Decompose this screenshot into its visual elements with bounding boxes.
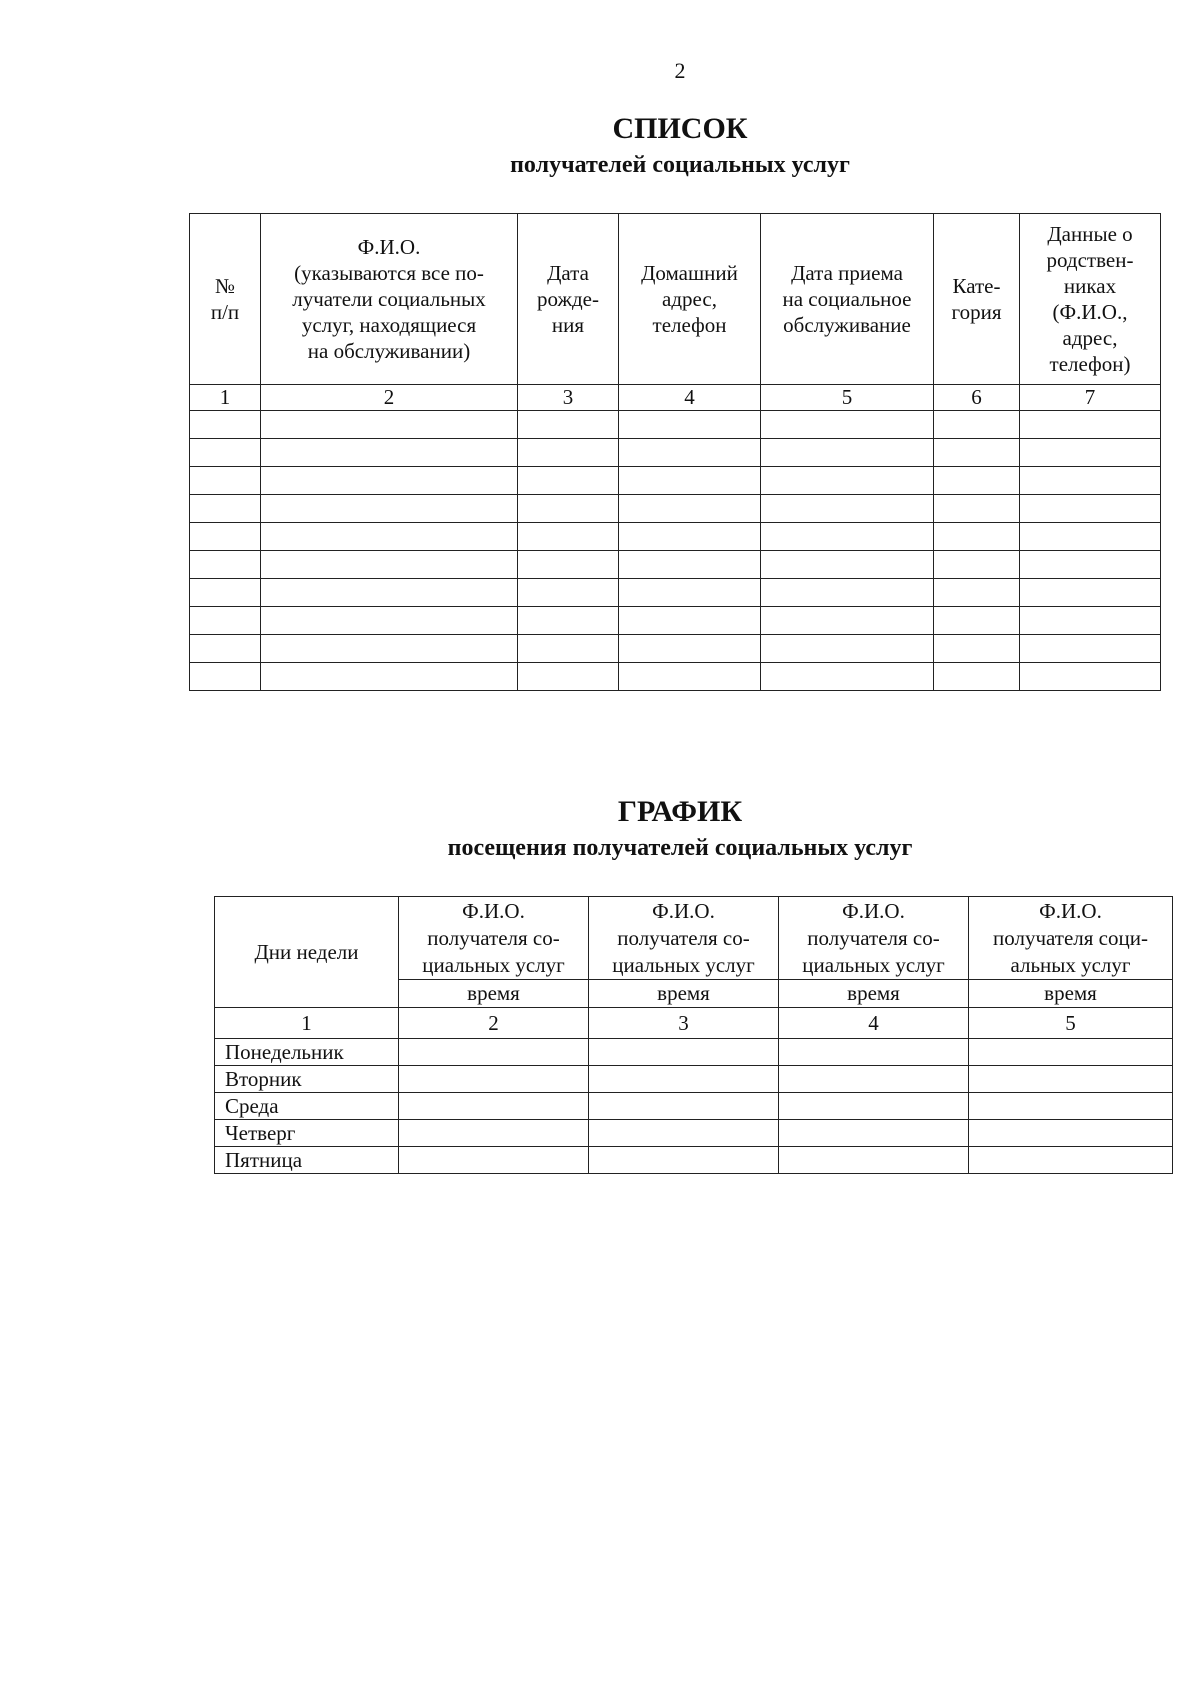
list-empty-row bbox=[190, 495, 1161, 523]
list-empty-cell bbox=[1020, 635, 1161, 663]
list-empty-cell bbox=[261, 607, 518, 635]
list-empty-cell bbox=[619, 635, 761, 663]
list-empty-cell bbox=[190, 495, 261, 523]
list-empty-cell bbox=[619, 467, 761, 495]
list-empty-cell bbox=[190, 635, 261, 663]
list-empty-cell bbox=[1020, 495, 1161, 523]
list-empty-row bbox=[190, 607, 1161, 635]
list-header-cell: Дата приема на социальное обслуживание bbox=[761, 214, 934, 385]
list-empty-cell bbox=[761, 551, 934, 579]
list-empty-cell bbox=[761, 579, 934, 607]
list-empty-cell bbox=[934, 411, 1020, 439]
list-empty-cell bbox=[934, 607, 1020, 635]
list-empty-cell bbox=[190, 551, 261, 579]
list-empty-cell bbox=[518, 439, 619, 467]
list-empty-cell bbox=[261, 551, 518, 579]
schedule-empty-cell bbox=[779, 1039, 969, 1066]
recipient-header: Ф.И.О. получателя соци- альных услуг bbox=[969, 897, 1173, 980]
list-empty-row bbox=[190, 467, 1161, 495]
day-name: Пятница bbox=[215, 1147, 399, 1174]
list-empty-cell bbox=[518, 495, 619, 523]
list-empty-cell bbox=[1020, 663, 1161, 691]
schedule-column-number-row bbox=[215, 1008, 1173, 1039]
list-empty-cell bbox=[934, 635, 1020, 663]
list-empty-cell bbox=[761, 495, 934, 523]
recipient-header: Ф.И.О. получателя со- циальных услуг bbox=[399, 897, 589, 980]
list-empty-cell bbox=[761, 439, 934, 467]
list-empty-cell bbox=[261, 523, 518, 551]
list-empty-cell bbox=[761, 411, 934, 439]
schedule-title: ГРАФИК bbox=[617, 795, 743, 828]
list-column-number: 7 bbox=[1020, 385, 1161, 411]
list-empty-cell bbox=[190, 523, 261, 551]
time-label: время bbox=[589, 980, 779, 1008]
schedule-column-number: 3 bbox=[589, 1008, 779, 1039]
list-column-number: 6 bbox=[934, 385, 1020, 411]
list-empty-cell bbox=[619, 411, 761, 439]
list-column-number: 1 bbox=[190, 385, 261, 411]
list-empty-cell bbox=[934, 551, 1020, 579]
list-empty-cell bbox=[1020, 607, 1161, 635]
list-empty-row bbox=[190, 439, 1161, 467]
list-empty-cell bbox=[261, 467, 518, 495]
list-empty-row bbox=[190, 411, 1161, 439]
list-empty-cell bbox=[1020, 439, 1161, 467]
list-header-cell: Домашний адрес, телефон bbox=[619, 214, 761, 385]
time-label: время bbox=[779, 980, 969, 1008]
list-title: СПИСОК bbox=[612, 112, 748, 145]
schedule-day-row bbox=[215, 1066, 1173, 1093]
list-empty-cell bbox=[518, 551, 619, 579]
list-empty-cell bbox=[518, 635, 619, 663]
list-empty-cell bbox=[518, 467, 619, 495]
list-empty-cell bbox=[261, 635, 518, 663]
schedule-empty-cell bbox=[779, 1093, 969, 1120]
schedule-empty-cell bbox=[589, 1147, 779, 1174]
list-empty-cell bbox=[261, 495, 518, 523]
schedule-empty-cell bbox=[779, 1120, 969, 1147]
list-empty-cell bbox=[190, 439, 261, 467]
list-empty-cell bbox=[934, 579, 1020, 607]
list-empty-cell bbox=[934, 663, 1020, 691]
list-empty-cell bbox=[761, 523, 934, 551]
list-empty-cell bbox=[619, 551, 761, 579]
list-empty-cell bbox=[1020, 411, 1161, 439]
day-name: Четверг bbox=[215, 1120, 399, 1147]
list-empty-cell bbox=[619, 523, 761, 551]
day-name: Среда bbox=[215, 1093, 399, 1120]
list-empty-row bbox=[190, 663, 1161, 691]
schedule-empty-cell bbox=[399, 1147, 589, 1174]
schedule-day-row bbox=[215, 1039, 1173, 1066]
list-empty-row bbox=[190, 579, 1161, 607]
list-empty-cell bbox=[619, 607, 761, 635]
schedule-empty-cell bbox=[969, 1093, 1173, 1120]
list-empty-cell bbox=[619, 495, 761, 523]
time-label: время bbox=[399, 980, 589, 1008]
list-empty-cell bbox=[1020, 523, 1161, 551]
list-empty-cell bbox=[261, 579, 518, 607]
list-empty-cell bbox=[934, 467, 1020, 495]
schedule-empty-cell bbox=[969, 1120, 1173, 1147]
schedule-empty-cell bbox=[589, 1066, 779, 1093]
list-header-cell: Дата рожде- ния bbox=[518, 214, 619, 385]
list-column-number-row bbox=[190, 385, 1161, 411]
list-empty-cell bbox=[619, 579, 761, 607]
schedule-column-number: 2 bbox=[399, 1008, 589, 1039]
list-empty-cell bbox=[934, 495, 1020, 523]
list-empty-cell bbox=[190, 411, 261, 439]
schedule-day-row bbox=[215, 1120, 1173, 1147]
list-empty-cell bbox=[261, 439, 518, 467]
list-subtitle: получателей социальных услуг bbox=[510, 152, 850, 178]
schedule-column-number: 1 bbox=[215, 1008, 399, 1039]
schedule-empty-cell bbox=[779, 1066, 969, 1093]
list-empty-cell bbox=[261, 411, 518, 439]
schedule-empty-cell bbox=[589, 1039, 779, 1066]
list-empty-cell bbox=[619, 663, 761, 691]
list-empty-cell bbox=[518, 523, 619, 551]
list-header-row bbox=[190, 214, 1161, 385]
list-header-cell: № п/п bbox=[190, 214, 261, 385]
list-header-cell: Ф.И.О. (указываются все по- лучатели социальных услуг, находящиеся на обслуживании) bbox=[261, 214, 518, 385]
page-number: 2 bbox=[674, 58, 686, 83]
schedule-empty-cell bbox=[589, 1120, 779, 1147]
list-empty-cell bbox=[761, 635, 934, 663]
days-header: Дни недели bbox=[215, 897, 399, 1008]
list-empty-cell bbox=[619, 439, 761, 467]
list-empty-cell bbox=[190, 607, 261, 635]
list-empty-cell bbox=[518, 411, 619, 439]
day-name: Понедельник bbox=[215, 1039, 399, 1066]
time-label: время bbox=[969, 980, 1173, 1008]
list-column-number: 3 bbox=[518, 385, 619, 411]
schedule-subtitle: посещения получателей социальных услуг bbox=[447, 835, 913, 861]
list-empty-cell bbox=[761, 663, 934, 691]
schedule-empty-cell bbox=[399, 1120, 589, 1147]
schedule-empty-cell bbox=[589, 1093, 779, 1120]
schedule-empty-cell bbox=[399, 1066, 589, 1093]
list-empty-cell bbox=[1020, 579, 1161, 607]
schedule-empty-cell bbox=[969, 1066, 1173, 1093]
schedule-empty-cell bbox=[779, 1147, 969, 1174]
schedule-column-number: 5 bbox=[969, 1008, 1173, 1039]
schedule-day-row bbox=[215, 1147, 1173, 1174]
day-name: Вторник bbox=[215, 1066, 399, 1093]
schedule-empty-cell bbox=[399, 1039, 589, 1066]
list-empty-cell bbox=[1020, 551, 1161, 579]
list-empty-cell bbox=[518, 607, 619, 635]
list-header-cell: Данные о родствен- никах (Ф.И.О., адрес, телефон) bbox=[1020, 214, 1161, 385]
recipient-header: Ф.И.О. получателя со- циальных услуг bbox=[779, 897, 969, 980]
schedule-header-row bbox=[215, 897, 1173, 980]
list-empty-cell bbox=[190, 663, 261, 691]
list-empty-cell bbox=[518, 663, 619, 691]
schedule-empty-cell bbox=[399, 1093, 589, 1120]
recipients-list-table bbox=[189, 213, 1161, 691]
schedule-day-row bbox=[215, 1093, 1173, 1120]
list-column-number: 5 bbox=[761, 385, 934, 411]
schedule-column-number: 4 bbox=[779, 1008, 969, 1039]
schedule-empty-cell bbox=[969, 1039, 1173, 1066]
list-empty-cell bbox=[518, 579, 619, 607]
list-header-cell: Кате- гория bbox=[934, 214, 1020, 385]
list-empty-cell bbox=[261, 663, 518, 691]
list-empty-row bbox=[190, 551, 1161, 579]
list-column-number: 4 bbox=[619, 385, 761, 411]
visit-schedule-table bbox=[214, 896, 1173, 1174]
list-empty-cell bbox=[1020, 467, 1161, 495]
list-empty-cell bbox=[761, 607, 934, 635]
list-empty-cell bbox=[934, 523, 1020, 551]
list-empty-cell bbox=[934, 439, 1020, 467]
list-empty-row bbox=[190, 523, 1161, 551]
list-empty-cell bbox=[190, 579, 261, 607]
list-empty-row bbox=[190, 635, 1161, 663]
recipient-header: Ф.И.О. получателя со- циальных услуг bbox=[589, 897, 779, 980]
list-empty-cell bbox=[190, 467, 261, 495]
schedule-empty-cell bbox=[969, 1147, 1173, 1174]
list-column-number: 2 bbox=[261, 385, 518, 411]
list-empty-cell bbox=[761, 467, 934, 495]
